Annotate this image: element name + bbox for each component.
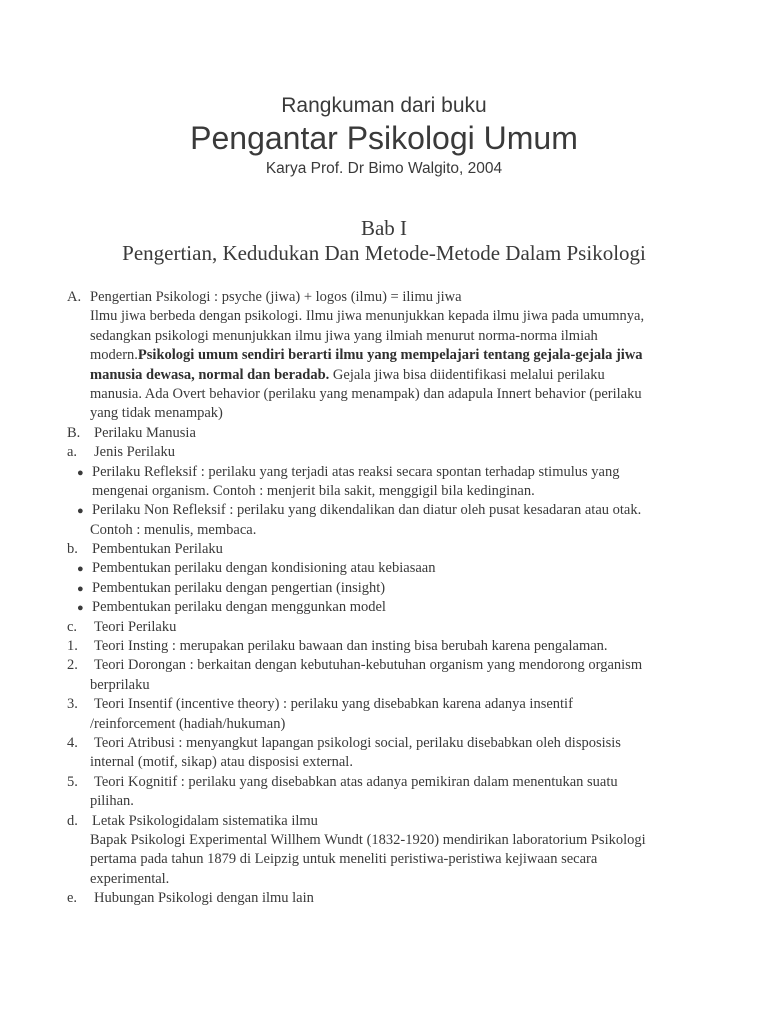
bullet-text: mengenai organism. Contoh : menjerit bila sakit, menggigil bila kedinginan. [92, 482, 535, 499]
bullet-icon: ● [77, 466, 84, 479]
numbered-item-continuation [0, 753, 768, 772]
paragraph-text-bold: manusia dewasa, normal dan beradab. [90, 366, 330, 383]
paragraph-text-bold: Psikologi umum sendiri berarti ilmu yang mempelajari tentang gejala-gejala jiwa [137, 347, 643, 364]
bullet-text: Pembentukan perilaku dengan kondisioning atau kebiasaan [92, 560, 436, 577]
numbered-item-text: berprilaku [90, 676, 150, 693]
list-marker: B. [67, 424, 81, 441]
paragraph-line [0, 850, 768, 869]
bullet-text: Pembentukan perilaku dengan pengertian (insight) [92, 579, 386, 596]
bullet-text: Contoh : menulis, membaca. [90, 521, 257, 538]
subsection-heading: Teori Perilaku [94, 618, 177, 635]
section-b-heading-line [0, 424, 768, 443]
numbered-item-continuation [0, 715, 768, 734]
document-author: Karya Prof. Dr Bimo Walgito, 2004 [265, 160, 503, 177]
subsection-heading: Letak Psikologidalam sistematika ilmu [92, 812, 318, 829]
paragraph-text [90, 366, 605, 385]
chapter-number: Bab I [360, 216, 408, 240]
bullet-item [0, 463, 768, 482]
paragraph-text: manusia. Ada Overt behavior (perilaku yang menampak) dan adapula Innert behavior (perilaku [90, 385, 642, 402]
bullet-item [0, 598, 768, 617]
section-heading: Perilaku Manusia [94, 424, 196, 441]
bullet-icon: ● [77, 563, 84, 576]
bullet-icon: ● [77, 602, 84, 615]
numbered-item [0, 773, 768, 792]
numbered-item-text: Teori Dorongan : berkaitan dengan kebutuhan-kebutuhan organism yang mendorong organism [94, 657, 643, 674]
numbered-item-text: internal (motif, sikap) atau disposisi external. [90, 754, 353, 771]
subsection-c-heading-line [0, 618, 768, 637]
paragraph-line [0, 870, 768, 889]
paragraph-line [0, 307, 768, 326]
paragraph-line [0, 831, 768, 850]
chapter-title: Pengertian, Kedudukan Dan Metode-Metode Dalam Psikologi [122, 241, 646, 265]
subsection-d-heading-line [0, 812, 768, 831]
list-marker: 3. [67, 696, 78, 713]
paragraph-text-plain: Gejala jiwa bisa diidentifikasi melalui perilaku [329, 366, 605, 383]
paragraph-text: Ilmu jiwa berbeda dengan psikologi. Ilmu jiwa menunjukkan kepada ilmu jiwa pada umumnya, [90, 308, 645, 325]
bullet-icon: ● [77, 505, 84, 518]
paragraph-line [0, 385, 768, 404]
numbered-item-continuation [0, 792, 768, 811]
numbered-item-continuation [0, 676, 768, 695]
list-marker: c. [67, 618, 78, 635]
bullet-icon: ● [77, 582, 84, 595]
paragraph-text: yang tidak menampak) [90, 405, 223, 422]
bullet-text: Perilaku Refleksif : perilaku yang terjadi atas reaksi secara spontan terhadap stimulus yang [92, 463, 620, 480]
numbered-item-text: Teori Atribusi : menyangkut lapangan psikologi social, perilaku disebabkan oleh disposisis [94, 734, 621, 751]
paragraph-line [0, 366, 768, 385]
numbered-item [0, 656, 768, 675]
bullet-item [0, 559, 768, 578]
paragraph-line [0, 404, 768, 423]
subsection-heading: Pembentukan Perilaku [92, 541, 223, 558]
document-title: Pengantar Psikologi Umum [190, 120, 578, 156]
section-heading: Pengertian Psikologi : psyche (jiwa) + logos (ilmu) = ilimu jiwa [90, 289, 462, 305]
paragraph-text [90, 346, 643, 365]
bullet-text: Perilaku Non Refleksif : perilaku yang dikendalikan dan diatur oleh pusat kesadaran atau otak. [92, 502, 642, 519]
paragraph-text: experimental. [90, 870, 170, 887]
list-marker: A. [67, 289, 82, 305]
list-marker: 1. [67, 638, 78, 655]
bullet-item [0, 579, 768, 598]
bullet-item [0, 501, 768, 520]
numbered-item-text: Teori Insting : merupakan perilaku bawaan dan insting bisa berubah karena pengalaman. [94, 638, 608, 655]
list-marker: a. [67, 444, 78, 461]
list-marker: d. [67, 812, 78, 829]
list-marker: 2. [67, 657, 78, 674]
paragraph-text: sedangkan psikologi menunjukkan ilmu jiwa yang ilmiah menurut norma-norma ilmiah [90, 327, 598, 344]
paragraph-text-plain: modern. [90, 347, 138, 364]
bullet-text: Pembentukan perilaku dengan menggunkan model [92, 599, 386, 616]
numbered-item [0, 637, 768, 656]
numbered-item [0, 695, 768, 714]
paragraph-text: pertama pada tahun 1879 di Leipzig untuk meneliti peristiwa-peristiwa kejiwaan secara [90, 851, 598, 868]
subsection-a-heading-line [0, 443, 768, 462]
list-marker: 4. [67, 734, 78, 751]
subsection-heading: Hubungan Psikologi dengan ilmu lain [94, 890, 314, 907]
subsection-heading: Jenis Perilaku [94, 444, 175, 461]
list-marker: e. [67, 890, 78, 907]
paragraph-text: Bapak Psikologi Experimental Willhem Wundt (1832-1920) mendirikan laboratorium Psikologi [90, 831, 646, 848]
subsection-e-heading-line [0, 889, 768, 908]
numbered-item-text: Teori Insentif (incentive theory) : perilaku yang disebabkan karena adanya insentif [94, 696, 573, 713]
document-body [0, 288, 768, 909]
paragraph-line [0, 346, 768, 365]
list-marker: b. [67, 541, 78, 558]
paragraph-line [0, 327, 768, 346]
subsection-b-heading-line [0, 540, 768, 559]
bullet-continuation [0, 482, 768, 501]
document-subtitle: Rangkuman dari buku [281, 94, 487, 117]
numbered-item-text: /reinforcement (hadiah/hukuman) [90, 715, 286, 732]
numbered-item-text: pilihan. [90, 793, 134, 810]
numbered-item [0, 734, 768, 753]
section-a-heading-line [0, 288, 768, 307]
list-marker: 5. [67, 773, 78, 790]
bullet-continuation [0, 521, 768, 540]
numbered-item-text: Teori Kognitif : perilaku yang disebabkan atas adanya pemikiran dalam menentukan suatu [94, 773, 618, 790]
